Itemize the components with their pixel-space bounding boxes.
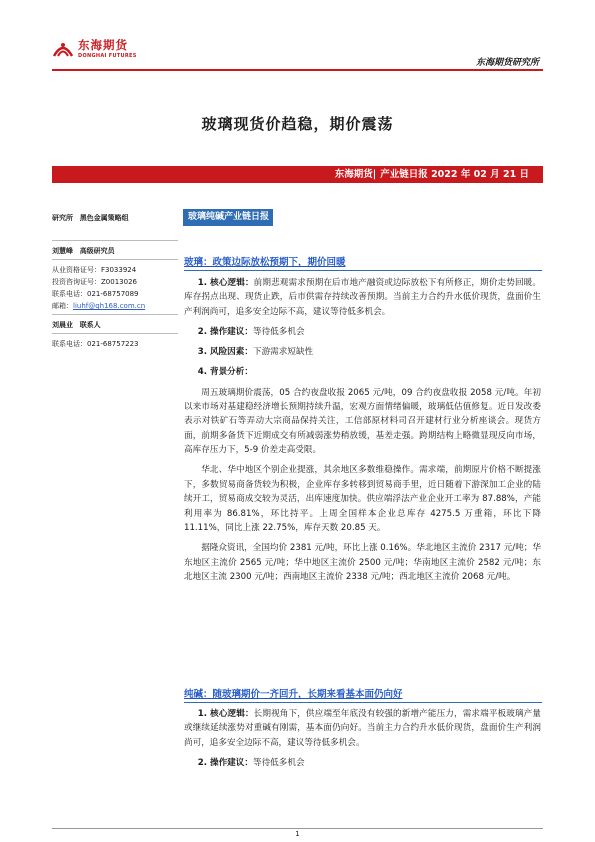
analyst-cert-1: 从业资格证号：F3033924 [52,266,137,274]
section-tag: 玻璃纯碱产业链日报 [183,209,273,226]
soda-heading: 纯碱：随玻璃期价一齐回升，长期来看基本面仍向好 [184,689,403,700]
company-logo [52,34,142,74]
page-number: 1 [295,830,300,838]
analyst-phone: 联系电话：021-68757089 [52,290,139,298]
contact-role: 联系人 [79,321,101,329]
soda-content [184,707,541,776]
glass-core-text: 前期悲观需求预期在后市地产融资或边际放松下有所修正，期价走势回暖。库存拐点出现、现货止跌，后市供需存持续改善预期。当前主力合约升水低价现货，盘面价生产利润尚可，追多安全边际不高，建议等待低多机会。 [184,278,541,317]
header-org-name: 东海期货研究所 [475,58,539,68]
banner-report-date: 产业链日报 2022 年 02 月 21 日 [380,169,529,180]
soda-op-text: 等待低多机会 [252,758,305,769]
donghai-logo-icon [52,38,74,60]
glass-op-text: 等待低多机会 [252,327,305,338]
sidebar-divider [52,333,178,334]
glass-paragraph-3: 据隆众资讯，全国均价 2381 元/吨，环比上涨 0.16%。华北地区主流价 2317 元/吨；华东地区主流价 2565 元/吨；华中地区主流价 2500 元/吨；华南地区主流价 2582 元/吨；东北地区主流 2300 元/吨；西南地区主流价 2338 元/吨；西北地区主流价 2068 元/吨。 [184,543,541,583]
glass-risk-text: 下游需求短缺性 [252,347,314,358]
soda-core-label: 1. 核心逻辑： [197,709,254,719]
logo-chinese-text: 东海期货 [78,38,128,52]
glass-bg-label: 4. 背景分析： [197,367,253,378]
contact-phone: 联系电话：021-68757223 [52,340,139,348]
soda-core-text: 长期视角下，供应端至年底没有较强的新增产能压力，需求端平板玻璃产量或继续延续涨势对重碱有刚需，基本面仍向好。当前主力合约升水低价现货，盘面价生产利润尚可，追多安全边际不高，建议等待低多机会。 [184,709,541,748]
analyst-role: 高级研究员 [79,247,115,255]
analyst-email-link[interactable]: liuhf@qh168.com.cn [73,302,146,310]
email-label: 邮箱： [52,302,73,310]
glass-heading-underline [184,270,542,271]
analyst-name: 刘慧峰 [52,247,73,255]
dept-label: 研究所 [52,214,73,222]
glass-content [184,276,541,590]
header-divider [52,69,543,71]
soda-op-label: 2. 操作建议： [197,758,253,769]
glass-heading: 玻璃：政策边际放松预期下，期价回暖 [184,257,346,268]
sidebar-divider [52,314,178,315]
glass-paragraph-2: 华北、华中地区个别企业提涨，其余地区多数维稳操作。需求端，前期原片价格不断提涨下，多数贸易商备货较为积极，企业库存多转移到贸易商手里，近日随着下游深加工企业的陆续开工，贸易商成交较为灵活，出库速度加快。供应端浮法产业企业开工率为 87.88%，产能利用率为 86.81%，环比持平。上周全国样本企业总库存 4275.5 万重箱，环比下降 11.11%，同比上涨 22.75%，库存天数 20.85 天。 [184,465,541,534]
banner-brand: 东海期货| [334,169,377,180]
dept-name: 黑色金属策略组 [79,214,129,222]
footer-divider [52,828,543,829]
soda-heading-underline [184,702,542,703]
logo-english-text: DONGHAI FUTURES [78,53,137,59]
glass-risk-label: 3. 风险因素： [197,347,253,358]
glass-core-label: 1. 核心逻辑： [197,278,254,288]
contact-name: 刘晨业 [52,321,73,329]
author-sidebar [52,212,178,350]
sidebar-divider [52,240,178,241]
sidebar-divider [52,259,178,260]
report-banner [52,166,543,183]
glass-paragraph-1: 周五玻璃期价震荡，05 合约夜盘收报 2065 元/吨，09 合约夜盘收报 2058 元/吨。年初以来市场对基建稳经济增长预期持续升温，宏观方面情绪偏暖，玻璃低估值修复。近日发改委表示对铁矿石等弄动大宗商品保持关注，工信部原材料司召开建材行业分析座谈会。现货方面，前期多备货下近期成交有所减弱涨势稍放缓，基差走强。跨期结构上略微显现反向市场，高库存压力下，5-9 价差走高受限。 [184,387,541,456]
analyst-cert-2: 投资咨询证号：Z0013026 [52,278,137,286]
glass-op-label: 2. 操作建议： [197,327,253,338]
report-title: 玻璃现货价趋稳，期价震荡 [201,115,394,133]
